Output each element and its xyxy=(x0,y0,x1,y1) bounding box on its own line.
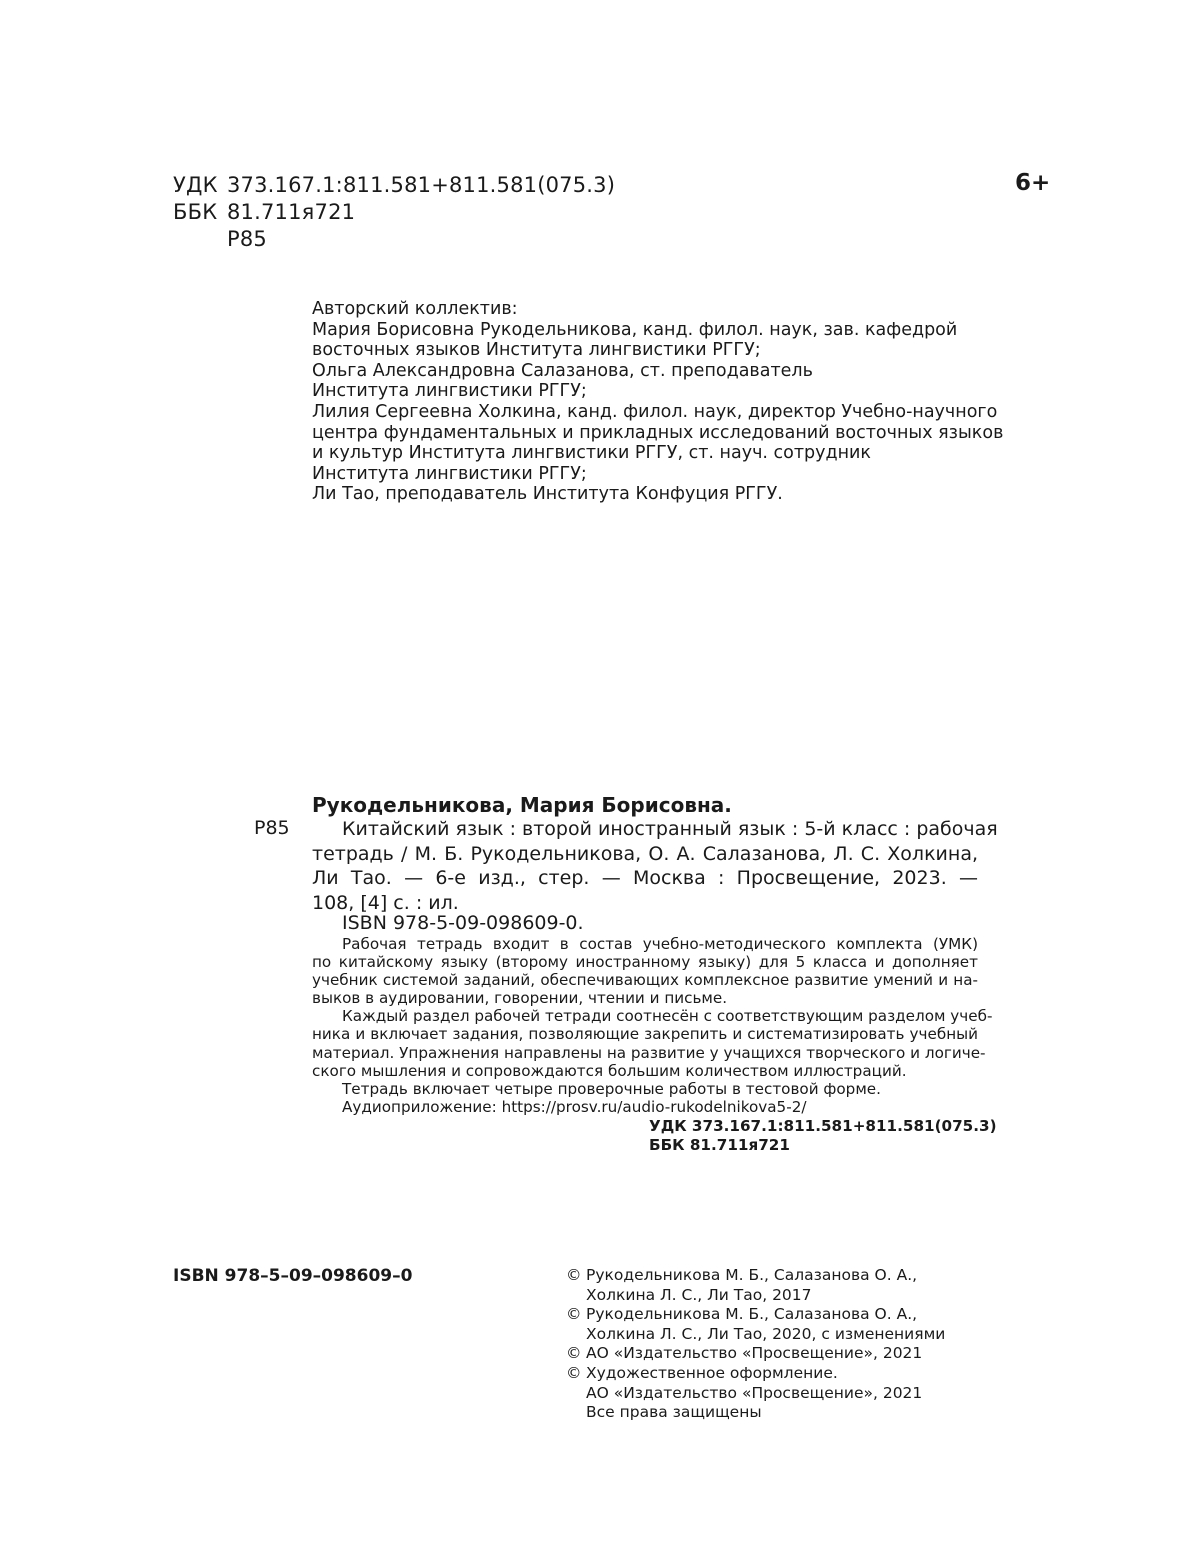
authors-line: Ли Тао, преподаватель Института Конфуция РГГУ. xyxy=(312,484,783,505)
description-line: тетрадь / М. Б. Рукодельникова, О. А. Салазанова, Л. С. Холкина, xyxy=(312,842,978,865)
copyright-symbol: © xyxy=(566,1305,582,1324)
copyright-line: © Художественное оформление. xyxy=(566,1363,838,1382)
copyright-symbol: © xyxy=(566,1266,582,1284)
catalog-author-name: Рукодельникова, Мария Борисовна. xyxy=(312,793,732,817)
copyright-line: © АО «Издательство «Просвещение», 2021 xyxy=(566,1344,923,1363)
author-code-row xyxy=(173,226,615,253)
copyright-block xyxy=(566,1266,945,1423)
annotation-line: материал. Упражнения направлены на развитие у учащихся творческого и логиче- xyxy=(312,1043,986,1062)
udk-label: УДК xyxy=(173,173,218,197)
authors-line: Мария Борисовна Рукодельникова, канд. филол. наук, зав. кафедрой xyxy=(312,319,958,340)
copyright-line: © Рукодельникова М. Б., Салазанова О. А., xyxy=(566,1266,918,1284)
catalog-classification xyxy=(649,1117,997,1154)
description-line: 108, [4] с. : ил. xyxy=(312,891,459,914)
copyright-line: АО «Издательство «Просвещение», 2021 xyxy=(586,1383,923,1402)
copyright-line: © Рукодельникова М. Б., Салазанова О. А., xyxy=(566,1305,918,1324)
authors-line: Института лингвистики РГГУ; xyxy=(312,463,587,484)
classification-header xyxy=(173,172,615,253)
bbk-value: 81.711я721 xyxy=(227,200,356,224)
authors-heading: Авторский коллектив: xyxy=(312,299,518,319)
authors-line: восточных языков Института лингвистики РГГУ; xyxy=(312,340,761,361)
catalog-udk: УДК 373.167.1:811.581+811.581(075.3) xyxy=(649,1117,997,1135)
bbk-label: ББК xyxy=(173,200,218,224)
authors-line: Института лингвистики РГГУ; xyxy=(312,381,587,402)
annotation-line: выков в аудировании, говорении, чтении и письме. xyxy=(312,989,728,1008)
udk-value: 373.167.1:811.581+811.581(075.3) xyxy=(227,173,616,197)
annotation-line: Аудиоприложение: https://prosv.ru/audio-rukodelnikova5-2/ xyxy=(342,1097,807,1116)
annotation-line: Рабочая тетрадь входит в состав учебно-методического комплекта (УМК) xyxy=(342,935,978,953)
authors-line: и культур Института лингвистики РГГУ, ст. науч. сотрудник xyxy=(312,443,872,464)
catalog-author-code: Р85 xyxy=(254,817,290,839)
isbn-footer: ISBN 978–5–09–098609–0 xyxy=(173,1266,413,1286)
copyright-symbol: © xyxy=(566,1344,582,1363)
catalog-annotation xyxy=(312,935,993,1116)
annotation-line: ника и включает задания, позволяющие закрепить и систематизировать учебный xyxy=(312,1025,978,1044)
age-rating: 6+ xyxy=(1015,170,1051,196)
catalog-isbn: ISBN 978-5-09-098609-0. xyxy=(342,912,584,934)
catalog-bbk: ББК 81.711я721 xyxy=(649,1135,790,1154)
copyright-line: Холкина Л. С., Ли Тао, 2020, с изменениями xyxy=(586,1324,946,1343)
authors-line: центра фундаментальных и прикладных исследований восточных языков xyxy=(312,422,1004,443)
catalog-description xyxy=(312,817,998,915)
authors-line: Ольга Александровна Салазанова, ст. преподаватель xyxy=(312,360,813,381)
udk-row xyxy=(173,172,615,199)
annotation-line: учебник системой заданий, обеспечивающих комплексное развитие умений и на- xyxy=(312,971,978,990)
description-line: Ли Тао. — 6-е изд., стер. — Москва : Просвещение, 2023. — xyxy=(312,867,978,889)
annotation-line: Тетрадь включает четыре проверочные работы в тестовой форме. xyxy=(342,1079,881,1098)
author-code: Р85 xyxy=(227,227,267,251)
bbk-row xyxy=(173,199,615,226)
description-line: Китайский язык : второй иностранный язык : 5-й класс : рабочая xyxy=(342,818,998,840)
annotation-line: Каждый раздел рабочей тетради соотнесён с соответствующим разделом учеб- xyxy=(342,1007,993,1026)
annotation-line: по китайскому языку (второму иностранному языку) для 5 класса и дополняет xyxy=(312,953,978,972)
authors-line: Лилия Сергеевна Холкина, канд. филол. наук, директор Учебно-научного xyxy=(312,401,998,422)
copyright-line: Холкина Л. С., Ли Тао, 2017 xyxy=(586,1285,812,1304)
copyright-line: Все права защищены xyxy=(586,1403,762,1422)
authors-block xyxy=(312,299,1003,505)
copyright-symbol: © xyxy=(566,1363,582,1382)
annotation-line: ского мышления и сопровождаются большим количеством иллюстраций. xyxy=(312,1061,907,1080)
